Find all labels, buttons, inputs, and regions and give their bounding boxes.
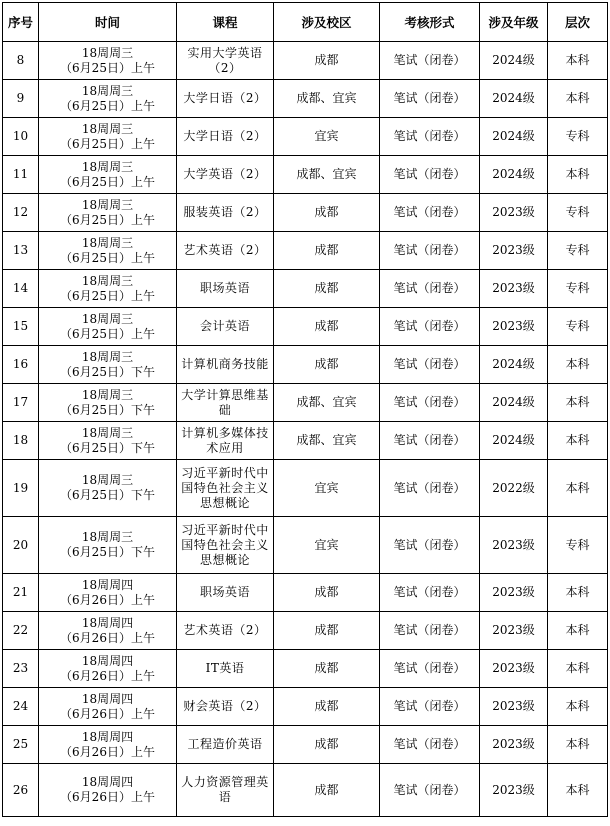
cell-course bbox=[177, 517, 274, 574]
cell-no: 23 bbox=[3, 650, 39, 688]
time-date: （6月26日）上午 bbox=[60, 790, 155, 804]
time-week: 18周周三 bbox=[81, 311, 134, 326]
table-body bbox=[3, 42, 608, 817]
cell-campus: 成都 bbox=[274, 726, 380, 764]
course-name: 艺术英语（2） bbox=[183, 243, 267, 257]
time-date: （6月26日）上午 bbox=[60, 592, 155, 607]
time-date: （6月25日）上午 bbox=[60, 174, 155, 189]
cell-campus: 成都 bbox=[274, 42, 380, 80]
cell-exam-form: 笔试（闭卷） bbox=[380, 232, 480, 270]
cell-no: 20 bbox=[3, 517, 39, 574]
cell-campus: 成都 bbox=[274, 688, 380, 726]
cell-exam-form: 笔试（闭卷） bbox=[380, 517, 480, 574]
cell-exam-form: 笔试（闭卷） bbox=[380, 384, 480, 422]
cell-exam-form: 笔试（闭卷） bbox=[380, 612, 480, 650]
cell-course bbox=[177, 118, 274, 156]
cell-no: 24 bbox=[3, 688, 39, 726]
cell-grade: 2024级 bbox=[480, 346, 548, 384]
cell-campus: 成都、宜宾 bbox=[274, 422, 380, 460]
cell-no: 13 bbox=[3, 232, 39, 270]
cell-level: 本科 bbox=[548, 384, 608, 422]
cell-grade: 2022级 bbox=[480, 460, 548, 517]
time-date: （6月25日）上午 bbox=[60, 136, 155, 151]
cell-course bbox=[177, 232, 274, 270]
time-date: （6月25日）下午 bbox=[60, 488, 155, 502]
time-week: 18周周三 bbox=[81, 387, 134, 402]
cell-time bbox=[39, 764, 177, 817]
cell-grade: 2023级 bbox=[480, 270, 548, 308]
time-week: 18周周三 bbox=[81, 159, 134, 174]
time-week: 18周周三 bbox=[81, 473, 134, 487]
course-name: 职场英语 bbox=[199, 585, 250, 599]
time-date: （6月25日）上午 bbox=[60, 288, 155, 303]
cell-course bbox=[177, 346, 274, 384]
cell-grade: 2023级 bbox=[480, 574, 548, 612]
header-course: 课程 bbox=[177, 3, 274, 42]
course-name: 实用大学英语（2） bbox=[187, 45, 263, 75]
cell-level: 专科 bbox=[548, 232, 608, 270]
header-no: 序号 bbox=[3, 3, 39, 42]
cell-time bbox=[39, 308, 177, 346]
cell-course bbox=[177, 726, 274, 764]
table-row bbox=[3, 232, 608, 270]
cell-grade: 2023级 bbox=[480, 688, 548, 726]
time-date: （6月25日）下午 bbox=[60, 364, 155, 379]
cell-time bbox=[39, 688, 177, 726]
time-date: （6月25日）下午 bbox=[60, 402, 155, 417]
cell-no: 25 bbox=[3, 726, 39, 764]
time-week: 18周周四 bbox=[81, 775, 134, 789]
cell-campus: 成都 bbox=[274, 574, 380, 612]
table-row bbox=[3, 574, 608, 612]
cell-level: 本科 bbox=[548, 42, 608, 80]
cell-no: 9 bbox=[3, 80, 39, 118]
cell-exam-form: 笔试（闭卷） bbox=[380, 194, 480, 232]
time-week: 18周周四 bbox=[81, 653, 134, 668]
cell-no: 17 bbox=[3, 384, 39, 422]
cell-time bbox=[39, 346, 177, 384]
cell-exam-form: 笔试（闭卷） bbox=[380, 574, 480, 612]
cell-exam-form: 笔试（闭卷） bbox=[380, 118, 480, 156]
cell-time bbox=[39, 270, 177, 308]
cell-no: 19 bbox=[3, 460, 39, 517]
cell-time bbox=[39, 80, 177, 118]
table-row bbox=[3, 612, 608, 650]
cell-campus: 成都 bbox=[274, 270, 380, 308]
cell-level: 专科 bbox=[548, 118, 608, 156]
cell-no: 11 bbox=[3, 156, 39, 194]
cell-grade: 2023级 bbox=[480, 764, 548, 817]
cell-level: 本科 bbox=[548, 764, 608, 817]
cell-no: 16 bbox=[3, 346, 39, 384]
cell-level: 本科 bbox=[548, 688, 608, 726]
course-name: 习近平新时代中国特色社会主义思想概论 bbox=[181, 522, 269, 567]
cell-no: 26 bbox=[3, 764, 39, 817]
cell-time bbox=[39, 42, 177, 80]
cell-grade: 2024级 bbox=[480, 422, 548, 460]
cell-exam-form: 笔试（闭卷） bbox=[380, 726, 480, 764]
table-row bbox=[3, 42, 608, 80]
cell-exam-form: 笔试（闭卷） bbox=[380, 688, 480, 726]
time-date: （6月26日）上午 bbox=[60, 706, 155, 721]
cell-exam-form: 笔试（闭卷） bbox=[380, 156, 480, 194]
table-row bbox=[3, 517, 608, 574]
cell-exam-form: 笔试（闭卷） bbox=[380, 346, 480, 384]
cell-time bbox=[39, 118, 177, 156]
table-row bbox=[3, 118, 608, 156]
cell-no: 8 bbox=[3, 42, 39, 80]
table-row bbox=[3, 156, 608, 194]
time-date: （6月25日）上午 bbox=[60, 60, 155, 75]
cell-course bbox=[177, 80, 274, 118]
cell-grade: 2024级 bbox=[480, 80, 548, 118]
time-week: 18周周三 bbox=[81, 197, 134, 212]
cell-grade: 2023级 bbox=[480, 194, 548, 232]
time-date: （6月26日）上午 bbox=[60, 744, 155, 759]
cell-time bbox=[39, 194, 177, 232]
header-exam-form: 考核形式 bbox=[380, 3, 480, 42]
table-row bbox=[3, 460, 608, 517]
table-row bbox=[3, 384, 608, 422]
time-week: 18周周三 bbox=[81, 530, 134, 544]
time-week: 18周周四 bbox=[81, 577, 134, 592]
cell-grade: 2023级 bbox=[480, 308, 548, 346]
cell-campus: 成都 bbox=[274, 650, 380, 688]
cell-level: 专科 bbox=[548, 517, 608, 574]
header-campus: 涉及校区 bbox=[274, 3, 380, 42]
cell-campus: 成都 bbox=[274, 764, 380, 817]
cell-campus: 成都 bbox=[274, 612, 380, 650]
cell-course bbox=[177, 688, 274, 726]
time-week: 18周周四 bbox=[81, 615, 134, 630]
cell-level: 专科 bbox=[548, 270, 608, 308]
course-name: 计算机商务技能 bbox=[181, 357, 269, 371]
cell-level: 本科 bbox=[548, 80, 608, 118]
cell-level: 本科 bbox=[548, 612, 608, 650]
cell-level: 本科 bbox=[548, 346, 608, 384]
course-name: 大学日语（2） bbox=[183, 129, 267, 143]
cell-grade: 2024级 bbox=[480, 118, 548, 156]
time-week: 18周周三 bbox=[81, 425, 134, 440]
cell-course bbox=[177, 270, 274, 308]
table-row bbox=[3, 650, 608, 688]
cell-campus: 成都 bbox=[274, 232, 380, 270]
course-name: 计算机多媒体技术应用 bbox=[181, 425, 269, 455]
course-name: 职场英语 bbox=[199, 281, 250, 295]
cell-no: 22 bbox=[3, 612, 39, 650]
cell-level: 本科 bbox=[548, 422, 608, 460]
header-grade: 涉及年级 bbox=[480, 3, 548, 42]
cell-no: 14 bbox=[3, 270, 39, 308]
cell-campus: 成都 bbox=[274, 308, 380, 346]
time-date: （6月25日）下午 bbox=[60, 440, 155, 455]
cell-course bbox=[177, 612, 274, 650]
header-row bbox=[3, 3, 608, 42]
cell-campus: 宜宾 bbox=[274, 118, 380, 156]
table-row bbox=[3, 80, 608, 118]
cell-course bbox=[177, 460, 274, 517]
cell-time bbox=[39, 384, 177, 422]
cell-exam-form: 笔试（闭卷） bbox=[380, 650, 480, 688]
cell-exam-form: 笔试（闭卷） bbox=[380, 308, 480, 346]
table-row bbox=[3, 194, 608, 232]
cell-grade: 2023级 bbox=[480, 517, 548, 574]
table-row bbox=[3, 308, 608, 346]
time-date: （6月25日）下午 bbox=[60, 545, 155, 559]
cell-course bbox=[177, 422, 274, 460]
header-time: 时间 bbox=[39, 3, 177, 42]
cell-level: 本科 bbox=[548, 726, 608, 764]
cell-time bbox=[39, 650, 177, 688]
cell-campus: 宜宾 bbox=[274, 517, 380, 574]
cell-grade: 2023级 bbox=[480, 232, 548, 270]
cell-course bbox=[177, 42, 274, 80]
cell-level: 本科 bbox=[548, 460, 608, 517]
table-row bbox=[3, 346, 608, 384]
cell-course bbox=[177, 384, 274, 422]
cell-no: 18 bbox=[3, 422, 39, 460]
time-week: 18周周三 bbox=[81, 273, 134, 288]
cell-level: 专科 bbox=[548, 308, 608, 346]
cell-exam-form: 笔试（闭卷） bbox=[380, 422, 480, 460]
course-name: 大学英语（2） bbox=[183, 167, 267, 181]
cell-course bbox=[177, 156, 274, 194]
cell-exam-form: 笔试（闭卷） bbox=[380, 42, 480, 80]
cell-campus: 宜宾 bbox=[274, 460, 380, 517]
cell-course bbox=[177, 574, 274, 612]
cell-campus: 成都、宜宾 bbox=[274, 156, 380, 194]
exam-schedule-table bbox=[2, 2, 608, 817]
table-row bbox=[3, 270, 608, 308]
time-week: 18周周三 bbox=[81, 121, 134, 136]
cell-campus: 成都 bbox=[274, 346, 380, 384]
cell-time bbox=[39, 422, 177, 460]
course-name: 工程造价英语 bbox=[187, 737, 263, 751]
cell-time bbox=[39, 517, 177, 574]
cell-grade: 2023级 bbox=[480, 650, 548, 688]
cell-time bbox=[39, 232, 177, 270]
time-week: 18周周三 bbox=[81, 45, 134, 60]
cell-campus: 成都、宜宾 bbox=[274, 80, 380, 118]
header-level: 层次 bbox=[548, 3, 608, 42]
cell-course bbox=[177, 194, 274, 232]
time-date: （6月26日）上午 bbox=[60, 668, 155, 683]
time-week: 18周周三 bbox=[81, 83, 134, 98]
cell-time bbox=[39, 460, 177, 517]
cell-no: 12 bbox=[3, 194, 39, 232]
cell-no: 10 bbox=[3, 118, 39, 156]
cell-grade: 2024级 bbox=[480, 156, 548, 194]
cell-grade: 2024级 bbox=[480, 384, 548, 422]
cell-course bbox=[177, 308, 274, 346]
cell-campus: 成都 bbox=[274, 194, 380, 232]
course-name: 大学计算思维基础 bbox=[181, 387, 269, 417]
cell-exam-form: 笔试（闭卷） bbox=[380, 764, 480, 817]
table-row bbox=[3, 764, 608, 817]
course-name: 会计英语 bbox=[199, 319, 250, 333]
cell-time bbox=[39, 726, 177, 764]
cell-exam-form: 笔试（闭卷） bbox=[380, 460, 480, 517]
cell-grade: 2023级 bbox=[480, 612, 548, 650]
cell-grade: 2023级 bbox=[480, 726, 548, 764]
time-date: （6月25日）上午 bbox=[60, 98, 155, 113]
cell-course bbox=[177, 764, 274, 817]
time-week: 18周周三 bbox=[81, 349, 134, 364]
time-week: 18周周三 bbox=[81, 235, 134, 250]
cell-exam-form: 笔试（闭卷） bbox=[380, 270, 480, 308]
time-date: （6月25日）上午 bbox=[60, 212, 155, 227]
cell-campus: 成都、宜宾 bbox=[274, 384, 380, 422]
table-row bbox=[3, 422, 608, 460]
cell-time bbox=[39, 574, 177, 612]
course-name: 人力资源管理英语 bbox=[181, 775, 269, 804]
cell-time bbox=[39, 156, 177, 194]
course-name: IT英语 bbox=[205, 661, 245, 675]
cell-grade: 2024级 bbox=[480, 42, 548, 80]
course-name: 财会英语（2） bbox=[183, 699, 267, 713]
time-date: （6月25日）上午 bbox=[60, 250, 155, 265]
cell-course bbox=[177, 650, 274, 688]
time-date: （6月25日）上午 bbox=[60, 326, 155, 341]
time-week: 18周周四 bbox=[81, 729, 134, 744]
course-name: 服装英语（2） bbox=[183, 205, 267, 219]
course-name: 艺术英语（2） bbox=[183, 623, 267, 637]
cell-level: 本科 bbox=[548, 156, 608, 194]
table-row bbox=[3, 688, 608, 726]
cell-no: 21 bbox=[3, 574, 39, 612]
course-name: 习近平新时代中国特色社会主义思想概论 bbox=[181, 465, 269, 510]
cell-exam-form: 笔试（闭卷） bbox=[380, 80, 480, 118]
course-name: 大学日语（2） bbox=[183, 91, 267, 105]
cell-no: 15 bbox=[3, 308, 39, 346]
cell-level: 专科 bbox=[548, 194, 608, 232]
table-row bbox=[3, 726, 608, 764]
cell-level: 本科 bbox=[548, 574, 608, 612]
time-date: （6月26日）上午 bbox=[60, 630, 155, 645]
cell-level: 本科 bbox=[548, 650, 608, 688]
time-week: 18周周四 bbox=[81, 691, 134, 706]
cell-time bbox=[39, 612, 177, 650]
